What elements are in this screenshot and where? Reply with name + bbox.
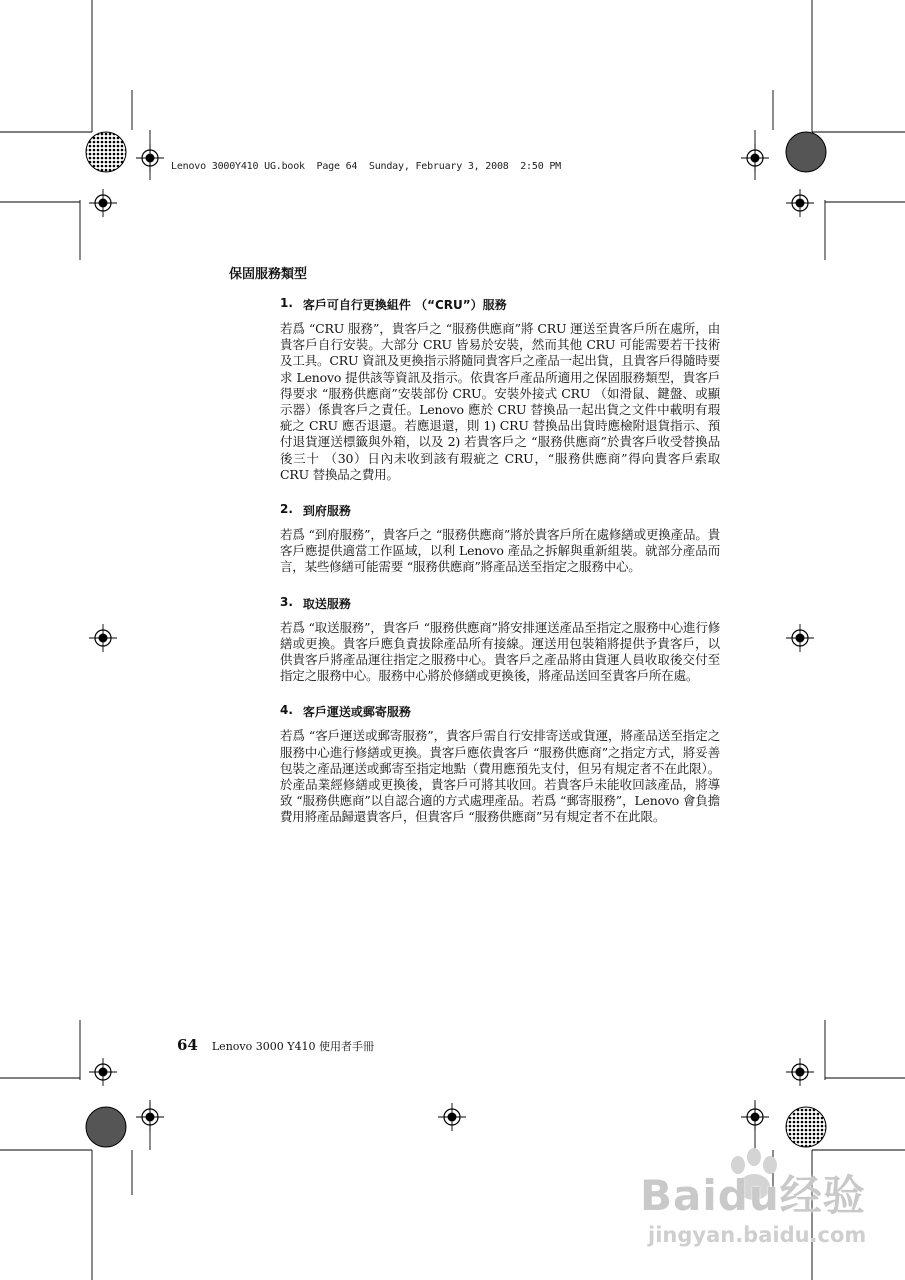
item-body: 若爲 “取送服務”，貴客戶 “服務供應商”將安排運送產品至指定之服務中心進行修繕或更換。貴客戶應負責拔除產品所有接線。運送用包裝箱將提供予貴客戶，以供貴客戶將產品運往指定之服務中心。貴客戶之產品將由貨運人員收取後交付至指定之服務中心。服務中心將於修繕或更換後，將產品送回至貴客戶所在處。 [280, 619, 720, 684]
page-footer [177, 1036, 374, 1054]
item-heading [280, 595, 720, 611]
item-body: 若爲 “到府服務”，貴客戶之 “服務供應商”將於貴客戶所在處修繕或更換產品。貴客戶應提供適當工作區域，以利 Lenovo 產品之拆解與重新組裝。就部分產品而言，某些修繕可能需要 “服務供應商”將產品送至指定之服務中心。 [280, 527, 720, 575]
item-number: 1. [280, 296, 293, 310]
item-number: 4. [280, 703, 293, 718]
watermark-url: jingyan.baidu.com [648, 1223, 867, 1247]
item-heading [280, 703, 720, 719]
baidu-watermark [640, 1145, 870, 1260]
item-body: 若爲 “客戶運送或郵寄服務”，貴客戶需自行安排寄送或貨運，將產品送至指定之服務中心進行修繕或更換。貴客戶應依貴客戶 “服務供應商”之指定方式，將妥善包裝之產品運送或郵寄至指定地點（費用應預先支付，但另有規定者不在此限）。於產品業經修繕或更換後，貴客戶可將其收回。若貴客戶未能收回該產品，將導致 “服務供應商”以自認合適的方式處理產品。若爲 “郵寄服務”，Lenovo 會負擔費用將產品歸還貴客戶，但貴客戶 “服務供應商”另有規定者不在此限。 [280, 728, 720, 825]
print-file-info: Lenovo 3000Y410 UG.book Page 64 Sunday, February 3, 2008 2:50 PM [171, 161, 561, 172]
item-title: 到府服務 [302, 504, 351, 519]
item-title: 取送服務 [302, 596, 351, 611]
book-title: Lenovo 3000 Y410 使用者手冊 [211, 1040, 374, 1053]
item-heading [280, 296, 720, 312]
item-heading [280, 502, 720, 518]
service-types-list [280, 296, 720, 845]
item-body: 若爲 “CRU 服務”，貴客戶之 “服務供應商”將 CRU 運送至貴客戶所在處所，由貴客戶自行安裝。大部分 CRU 皆易於安裝，然而其他 CRU 可能需要若干技術及工具。CRU 資訊及更換指示將隨同貴客戶之產品一起出貨，且貴客戶得隨時要求 Lenovo 提供該等資訊及指示。依貴客戶產品所適用之保固服務類型，貴客戶得要求 “服務供應商”安裝部份 CRU。安裝外接式 CRU （如滑鼠、鍵盤、或顯示器）係貴客戶之責任。Lenovo 應於 CRU 替換品一起出貨之文件中載明有瑕疵之 CRU 應否退還。若應退還，則 1) CRU 替換品出貨時應檢附退貨指示、預付退貨運送標籤與外箱，以及 2) 若貴客戶之 “服務供應商”於貴客戶收受替換品後三十 （30）日內未收到該有瑕疵之 CRU，“服務供應商”得向貴客戶索取 CRU 替換品之費用。 [280, 321, 720, 482]
item-number: 2. [280, 502, 293, 517]
service-item-cru [280, 296, 720, 483]
service-item-mail-in [280, 703, 720, 825]
service-item-onsite [280, 502, 720, 576]
page-number: 64 [177, 1036, 198, 1054]
watermark-brand: Baidu经验 [640, 1171, 866, 1220]
item-title: 客戶可自行更換組件 （“CRU”）服務 [302, 298, 507, 312]
section-title: 保固服務類型 [229, 267, 308, 282]
service-item-courier [280, 595, 720, 685]
item-title: 客戶運送或郵寄服務 [302, 705, 411, 720]
item-number: 3. [280, 594, 293, 609]
